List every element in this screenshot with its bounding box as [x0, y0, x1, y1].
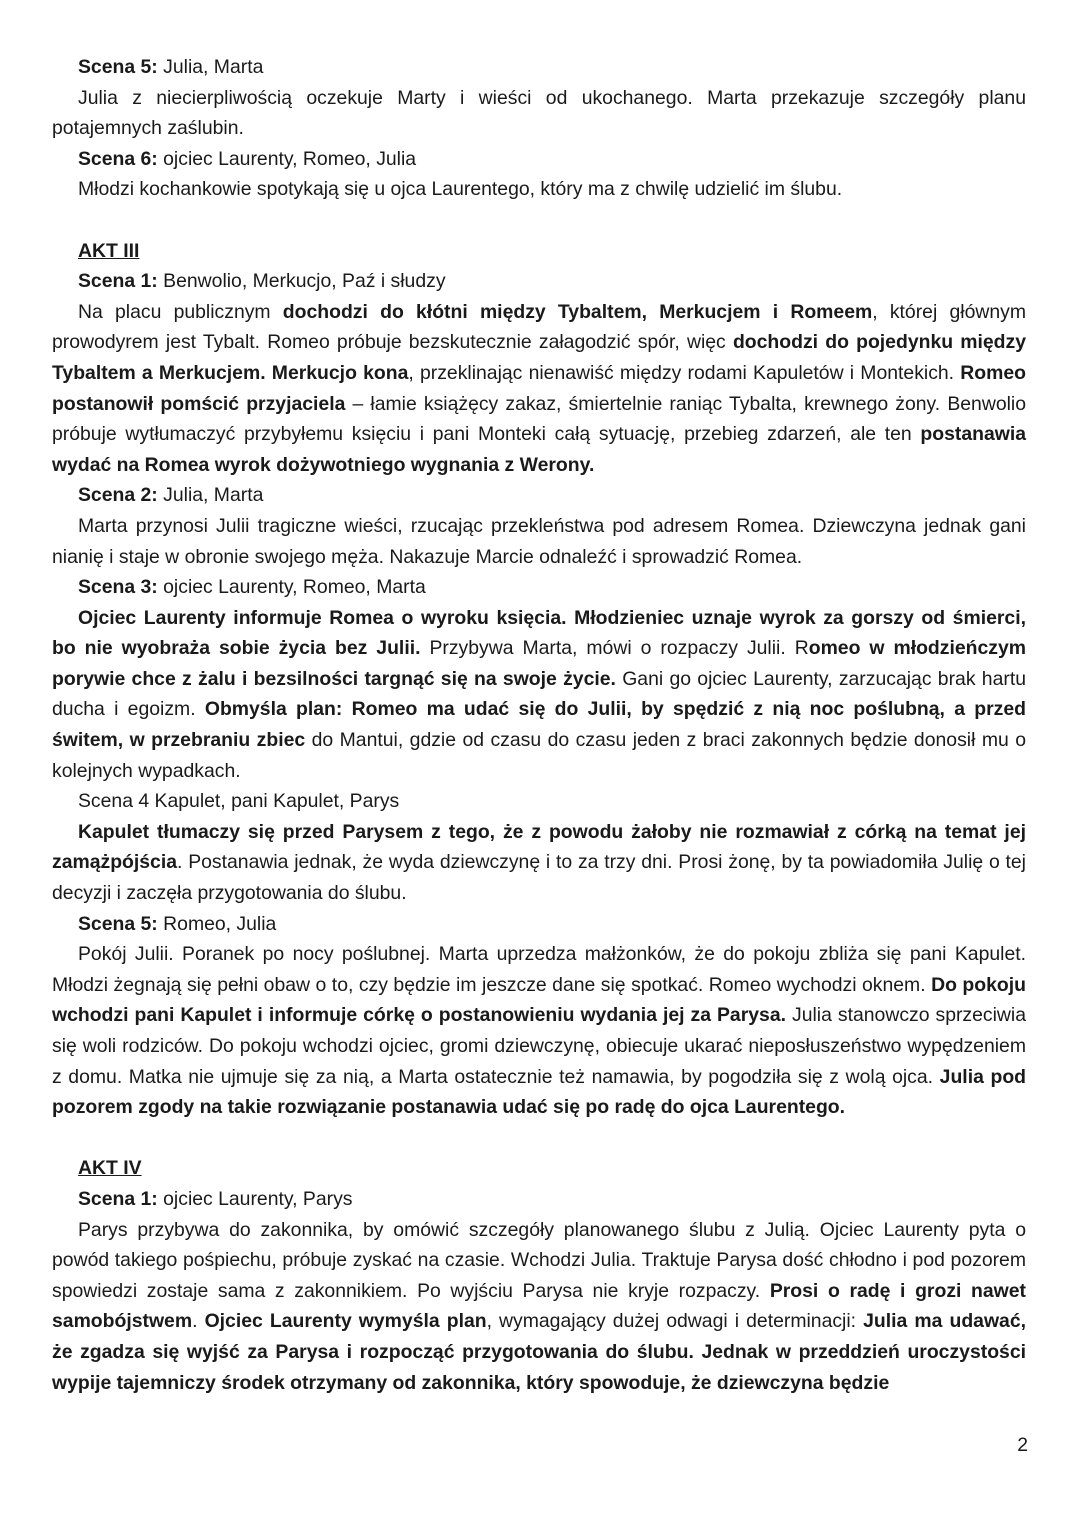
- emphasized-text: dochodzi do pojedynku między Tybaltem a Merkucjem. Merkucjo kona: [52, 331, 1027, 384]
- act-heading: [52, 1153, 1026, 1184]
- section-gap: [52, 205, 1026, 236]
- scene-cast: ojciec Laurenty, Romeo, Julia: [157, 147, 417, 170]
- scene-heading: [52, 266, 1026, 297]
- text-run: Gani go ojciec Laurenty, zarzucając brak hartu ducha i egoizm.: [52, 667, 1026, 721]
- text-run: . Postanawia jednak, że wyda dziewczynę i to za trzy dni. Prosi żonę, by ta powiadomiła Julię o tej decyzji i zaczęła przygotowania do ślubu.: [52, 851, 1026, 905]
- scene-heading: [52, 52, 1026, 83]
- scene-heading: [52, 786, 1026, 817]
- scene-heading: [52, 144, 1026, 175]
- scene-summary-paragraph: [52, 817, 1026, 909]
- scene-summary-paragraph: [52, 1215, 1026, 1399]
- text-run: Przybywa Marta, mówi o rozpaczy Julii. R: [420, 637, 809, 660]
- emphasized-text: Kapulet tłumaczy się przed Parysem z tego, że z powodu żałoby nie rozmawiał z córką na temat jej zamążpójścia: [52, 820, 1026, 874]
- scene-cast: ojciec Laurenty, Romeo, Marta: [157, 576, 426, 599]
- emphasized-text: Prosi o radę i grozi nawet samobójstwem: [52, 1279, 1026, 1333]
- text-run: .: [192, 1310, 205, 1333]
- text-run: Parys przybywa do zakonnika, by omówić szczegóły planowanego ślubu z Julią. Ojciec Laurenty pyta o powód takiego pośpiechu, próbuje zyskać na czasie. Wchodzi Julia. Traktuje Parysa dość chłodno i pod pozorem spowiedzi zostaje sama z zakonnikiem. Po wyjściu Parysa nie kryje rozpaczy.: [52, 1218, 1026, 1302]
- scene-label: Scena 3:: [78, 576, 158, 599]
- scene-heading: [52, 909, 1026, 940]
- text-run: – łamie książęcy zakaz, śmiertelnie raniąc Tybalta, krewnego żony. Benwolio próbuje wytłumaczyć przybyłemu księciu i pani Monteki całą sytuację, przebieg zdarzeń, ale ten: [52, 392, 1027, 446]
- act-heading-label: AKT IV: [78, 1157, 142, 1180]
- scene-summary-paragraph: [52, 297, 1026, 481]
- page-number: 2: [1017, 1434, 1028, 1456]
- text-run: Marta przynosi Julii tragiczne wieści, rzucając przekleństwa pod adresem Romea. Dziewczyna jednak gani nianię i staje w obronie swojego męża. Nakazuje Marcie odnaleźć i sprowadzić Romea.: [52, 514, 1026, 568]
- emphasized-text: Obmyśla plan: Romeo ma udać się do Julii, by spędzić z nią noc poślubną, a przed świtem, w przebraniu zbiec: [52, 698, 1026, 752]
- text-run: Na placu publicznym: [78, 300, 283, 323]
- scene-label: Scena 1:: [78, 270, 158, 293]
- text-run: Pokój Julii. Poranek po nocy poślubnej. Marta uprzedza małżonków, że do pokoju zbliża się pani Kapulet. Młodzi żegnają się pełni obaw o to, czy będzie im jeszcze dane się spotkać. Romeo wychodzi oknem.: [52, 943, 1026, 996]
- text-run: , której głównym prowodyrem jest Tybalt. Romeo próbuje bezskutecznie załagodzić spór, więc: [52, 300, 1026, 354]
- emphasized-text: Julia ma udawać, że zgadza się wyjść za Parysa i rozpocząć przygotowania do ślubu. Jednak w przeddzień uroczystości wypije tajemniczy środek otrzymany od zakonnika, który spowoduje, że dziewczyna będzie: [52, 1310, 1027, 1394]
- emphasized-text: dochodzi do kłótni między Tybaltem, Merkucjem i Romeem: [282, 300, 873, 323]
- scene-label: Scena 6:: [78, 147, 158, 170]
- scene-summary-paragraph: [52, 603, 1026, 787]
- scene-label: Scena 1:: [78, 1187, 158, 1210]
- emphasized-text: Romeo postanowił pomścić przyjaciela: [52, 361, 1026, 415]
- text-run: , wymagający dużej odwagi i determinacji:: [486, 1310, 864, 1333]
- document-body: [52, 52, 1026, 1398]
- scene-cast: ojciec Laurenty, Parys: [157, 1187, 353, 1210]
- emphasized-text: omeo w młodzieńczym porywie chce z żalu i bezsilności targnąć się na swoje życie.: [52, 637, 1026, 690]
- scene-cast: Julia, Marta: [157, 484, 264, 507]
- scene-summary-paragraph: [52, 174, 1026, 205]
- act-heading: [52, 236, 1026, 267]
- scene-cast: Kapulet, pani Kapulet, Parys: [149, 790, 400, 813]
- emphasized-text: Julia pod pozorem zgody na takie rozwiązanie postanawia udać się po radę do ojca Laurentego.: [52, 1065, 1027, 1119]
- emphasized-text: postanawia wydać na Romea wyrok dożywotniego wygnania z Werony.: [52, 423, 1026, 476]
- text-run: Julia z niecierpliwością oczekuje Marty i wieści od ukochanego. Marta przekazuje szczegóły planu potajemnych zaślubin.: [52, 86, 1026, 140]
- text-run: do Mantui, gdzie od czasu do czasu jeden z braci zakonnych będzie donosił mu o kolejnych wypadkach.: [52, 729, 1026, 782]
- emphasized-text: Ojciec Laurenty wymyśla plan: [204, 1310, 487, 1333]
- scene-summary-paragraph: [52, 939, 1026, 1123]
- text-run: , przeklinając nienawiść między rodami Kapuletów i Montekich.: [408, 361, 961, 384]
- scene-label: Scena 5:: [78, 56, 158, 78]
- emphasized-text: Do pokoju wchodzi pani Kapulet i informuje córkę o postanowieniu wydania jej za Parysa.: [52, 973, 1026, 1027]
- scene-label: Scena 5:: [78, 912, 158, 935]
- text-run: Młodzi kochankowie spotykają się u ojca Laurentego, który ma z chwilę udzielić im ślubu.: [78, 178, 843, 201]
- scene-heading: [52, 572, 1026, 603]
- scene-label: Scena 4: [78, 790, 150, 813]
- scene-summary-paragraph: [52, 511, 1026, 572]
- scene-heading: [52, 1184, 1026, 1215]
- scene-summary-paragraph: [52, 83, 1026, 144]
- scene-cast: Romeo, Julia: [157, 912, 277, 935]
- scene-heading: [52, 480, 1026, 511]
- section-gap: [52, 1123, 1026, 1154]
- act-heading-label: AKT III: [78, 239, 140, 262]
- text-run: Julia stanowczo sprzeciwia się woli rodziców. Do pokoju wchodzi ojciec, gromi dziewczynę, obiecuje ukarać nieposłuszeństwo wypędzeniem z domu. Matka nie ujmuje się za nią, a Marta ostatecznie też namawia, by pogodziła się z wolą ojca.: [52, 1004, 1027, 1088]
- scene-cast: Benwolio, Merkucjo, Paź i słudzy: [157, 270, 446, 293]
- scene-cast: Julia, Marta: [157, 56, 264, 78]
- scene-label: Scena 2:: [78, 484, 158, 507]
- emphasized-text: Ojciec Laurenty informuje Romea o wyroku księcia. Młodzieniec uznaje wyrok za gorszy od śmierci, bo nie wyobraża sobie życia bez Julii.: [52, 606, 1026, 660]
